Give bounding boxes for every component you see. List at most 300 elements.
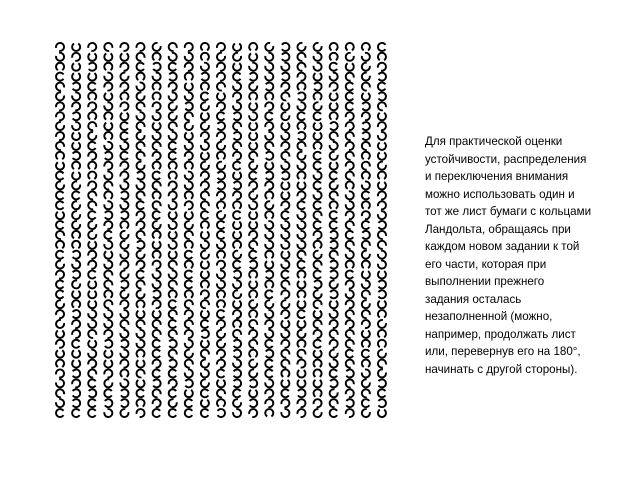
landolt-ring: [314, 191, 322, 199]
landolt-ring: [265, 379, 273, 387]
landolt-ring: [362, 122, 369, 130]
landolt-ring: [362, 102, 369, 110]
landolt-ring: [217, 290, 225, 297]
landolt-ring: [297, 162, 305, 170]
landolt-ring: [185, 320, 193, 328]
landolt-ring: [233, 251, 241, 259]
landolt-ring: [379, 280, 386, 288]
landolt-ring: [346, 399, 353, 407]
landolt-ring: [297, 380, 305, 387]
landolt-ring: [265, 162, 273, 169]
landolt-ring: [153, 53, 161, 60]
landolt-ring: [169, 152, 176, 160]
landolt-ring: [233, 320, 241, 327]
landolt-ring: [56, 221, 63, 229]
landolt-ring: [330, 350, 338, 358]
landolt-ring: [234, 379, 241, 387]
landolt-ring: [153, 102, 161, 110]
landolt-ring: [281, 123, 289, 130]
landolt-ring: [265, 310, 273, 318]
landolt-ring: [314, 123, 322, 130]
landolt-ring: [169, 261, 177, 269]
landolt-ring: [153, 92, 161, 99]
landolt-ring: [88, 201, 96, 209]
landolt-ring: [153, 330, 161, 338]
landolt-ring: [137, 92, 145, 100]
landolt-ring: [297, 221, 305, 229]
landolt-ring: [88, 320, 96, 328]
landolt-ring: [56, 331, 64, 338]
landolt-ring: [281, 162, 289, 170]
landolt-ring: [72, 291, 80, 298]
landolt-ring: [233, 301, 241, 308]
landolt-ring: [185, 201, 193, 209]
landolt-ring: [137, 389, 144, 397]
landolt-ring: [217, 211, 225, 219]
landolt-ring: [104, 123, 112, 130]
landolt-ring: [378, 360, 386, 368]
landolt-ring: [233, 83, 241, 91]
landolt-ring: [169, 212, 177, 219]
landolt-ring: [314, 152, 321, 160]
landolt-ring: [72, 44, 80, 51]
landolt-ring: [282, 53, 289, 61]
landolt-ring: [105, 152, 112, 160]
landolt-ring: [201, 63, 209, 71]
landolt-ring: [72, 172, 80, 179]
landolt-ring: [72, 133, 80, 140]
landolt-ring: [378, 231, 386, 239]
landolt-ring: [346, 162, 354, 170]
landolt-ring: [362, 181, 370, 189]
landolt-ring: [362, 83, 370, 91]
landolt-ring: [346, 261, 354, 268]
landolt-ring: [56, 102, 64, 110]
landolt-ring: [137, 53, 145, 61]
landolt-ring: [314, 221, 321, 229]
landolt-ring: [233, 232, 241, 239]
landolt-ring: [137, 300, 145, 307]
landolt-ring: [201, 221, 209, 228]
landolt-ring: [281, 103, 289, 110]
landolt-ring: [72, 360, 80, 367]
landolt-ring: [169, 92, 177, 100]
landolt-ring: [153, 63, 160, 71]
landolt-ring: [56, 142, 64, 150]
landolt-ring: [362, 142, 370, 150]
landolt-ring: [201, 152, 209, 159]
landolt-ring: [56, 152, 64, 159]
landolt-ring: [297, 112, 304, 120]
landolt-ring: [249, 112, 257, 120]
landolt-ring: [346, 379, 354, 387]
landolt-ring: [185, 43, 193, 51]
landolt-ring: [169, 271, 177, 279]
landolt-ring: [153, 112, 161, 120]
landolt-ring: [281, 83, 289, 91]
landolt-ring: [378, 320, 386, 328]
landolt-ring: [169, 399, 177, 407]
landolt-ring: [249, 350, 257, 357]
landolt-ring: [72, 261, 80, 269]
landolt-ring: [56, 290, 63, 298]
landolt-ring: [250, 261, 257, 269]
landolt-ring: [185, 191, 193, 198]
landolt-ring: [265, 191, 273, 198]
landolt-ring: [169, 221, 177, 229]
landolt-ring: [153, 162, 161, 169]
landolt-ring: [137, 201, 144, 209]
landolt-ring: [265, 53, 273, 61]
landolt-ring: [346, 231, 353, 239]
landolt-ring: [250, 379, 257, 387]
landolt-ring: [249, 43, 257, 50]
landolt-ring: [121, 389, 128, 397]
landolt-ring: [137, 152, 145, 160]
landolt-ring: [249, 133, 257, 140]
landolt-ring: [265, 399, 273, 407]
landolt-rings-grid: [52, 42, 390, 418]
landolt-ring: [72, 350, 80, 357]
landolt-ring: [314, 389, 322, 396]
landolt-ring: [137, 181, 145, 189]
landolt-ring: [137, 330, 145, 338]
landolt-ring: [185, 221, 193, 229]
landolt-ring: [56, 181, 64, 189]
landolt-ring: [201, 181, 209, 189]
landolt-ring: [297, 360, 305, 368]
landolt-ring: [362, 331, 370, 338]
landolt-ring: [362, 201, 370, 208]
landolt-ring: [330, 290, 337, 298]
landolt-ring: [153, 142, 161, 150]
landolt-ring: [120, 132, 127, 140]
landolt-ring: [233, 142, 241, 150]
landolt-ring: [120, 300, 128, 308]
landolt-ring: [104, 43, 112, 51]
landolt-ring: [314, 201, 321, 209]
landolt-ring: [265, 409, 273, 416]
landolt-ring: [297, 191, 305, 199]
landolt-ring: [153, 389, 161, 397]
landolt-ring: [266, 83, 273, 91]
landolt-ring: [185, 181, 193, 189]
landolt-ring: [297, 152, 305, 160]
landolt-ring: [378, 122, 386, 130]
landolt-ring: [233, 162, 240, 170]
landolt-ring: [185, 340, 193, 348]
landolt-ring: [314, 330, 322, 338]
landolt-ring: [346, 340, 354, 348]
landolt-ring: [72, 231, 80, 238]
landolt-ring: [379, 399, 386, 407]
landolt-ring: [88, 251, 96, 259]
landolt-ring: [185, 290, 193, 297]
landolt-ring: [314, 142, 322, 149]
landolt-ring: [120, 53, 128, 60]
landolt-ring: [249, 181, 257, 189]
landolt-ring: [73, 112, 80, 120]
landolt-ring: [185, 73, 193, 80]
landolt-ring: [169, 300, 176, 308]
landolt-ring: [217, 261, 225, 269]
landolt-ring: [169, 102, 177, 110]
landolt-ring: [201, 232, 209, 239]
landolt-ring: [120, 369, 128, 376]
landolt-ring: [217, 251, 225, 258]
landolt-ring: [104, 379, 112, 387]
landolt-ring: [120, 43, 128, 51]
landolt-ring: [104, 172, 112, 180]
landolt-ring: [362, 73, 370, 81]
landolt-ring: [378, 172, 386, 179]
landolt-ring: [185, 379, 192, 387]
landolt-ring: [297, 399, 305, 407]
landolt-ring: [233, 261, 240, 269]
landolt-ring: [88, 241, 96, 248]
landolt-ring: [217, 399, 225, 406]
landolt-ring: [362, 290, 370, 298]
landolt-ring: [297, 261, 304, 269]
landolt-ring: [56, 389, 64, 397]
landolt-ring: [314, 251, 322, 259]
landolt-ring: [88, 369, 96, 377]
landolt-ring: [362, 63, 370, 71]
landolt-ring: [72, 162, 80, 169]
landolt-ring: [120, 350, 128, 358]
landolt-ring: [362, 132, 369, 140]
landolt-ring: [88, 102, 96, 110]
landolt-ring: [330, 172, 337, 180]
landolt-ring: [169, 280, 177, 288]
landolt-ring: [137, 172, 144, 180]
landolt-ring: [217, 231, 224, 239]
landolt-ring: [88, 409, 95, 417]
landolt-ring: [169, 162, 177, 169]
landolt-ring: [233, 360, 241, 368]
landolt-ring: [72, 320, 80, 328]
landolt-ring: [297, 231, 305, 239]
landolt-ring: [153, 409, 160, 417]
landolt-ring: [104, 73, 112, 81]
landolt-ring: [330, 142, 338, 150]
landolt-ring: [233, 92, 241, 100]
landolt-ring: [233, 389, 240, 397]
landolt-ring: [120, 83, 128, 91]
landolt-ring: [378, 63, 386, 71]
landolt-ring: [104, 241, 112, 249]
landolt-ring: [330, 152, 338, 160]
landolt-ring: [250, 399, 257, 407]
landolt-ring: [265, 43, 273, 51]
landolt-ring: [265, 73, 273, 81]
landolt-ring: [217, 142, 225, 150]
landolt-ring: [88, 172, 96, 179]
landolt-ring: [169, 142, 176, 150]
landolt-ring: [153, 73, 161, 81]
landolt-ring: [233, 102, 241, 110]
landolt-ring: [265, 211, 273, 218]
landolt-ring: [104, 271, 112, 279]
landolt-ring: [72, 330, 80, 338]
landolt-ring: [249, 212, 257, 219]
landolt-ring: [330, 83, 338, 91]
landolt-ring: [56, 73, 63, 81]
landolt-ring: [120, 142, 128, 150]
landolt-ring: [362, 379, 370, 387]
landolt-ring: [185, 390, 193, 397]
landolt-ring: [104, 63, 112, 70]
landolt-ring: [169, 73, 176, 81]
landolt-ring: [281, 63, 289, 71]
landolt-ring: [362, 389, 370, 397]
landolt-ring: [266, 172, 273, 180]
landolt-ring: [120, 102, 128, 110]
landolt-ring: [169, 53, 177, 61]
landolt-ring: [314, 261, 322, 269]
landolt-ring: [120, 152, 127, 160]
landolt-ring: [281, 192, 289, 199]
landolt-ring: [233, 330, 241, 338]
landolt-ring: [169, 290, 177, 297]
landolt-ring: [185, 360, 193, 368]
landolt-ring: [56, 261, 64, 269]
landolt-ring: [249, 231, 257, 239]
landolt-ring: [346, 330, 354, 338]
landolt-ring: [281, 300, 289, 308]
landolt-ring: [169, 112, 177, 120]
landolt-ring: [104, 369, 112, 377]
landolt-ring: [346, 92, 353, 100]
landolt-ring: [249, 222, 257, 229]
landolt-ring: [346, 320, 354, 328]
landolt-ring: [297, 330, 305, 338]
landolt-ring: [297, 241, 305, 249]
landolt-ring: [298, 389, 305, 397]
landolt-ring: [88, 73, 96, 80]
landolt-ring: [249, 123, 257, 130]
landolt-ring: [378, 152, 386, 159]
landolt-ring: [185, 212, 193, 219]
landolt-ring: [378, 340, 386, 347]
landolt-ring: [121, 340, 128, 348]
landolt-ring: [378, 301, 386, 308]
landolt-ring: [265, 132, 273, 140]
landolt-ring: [330, 251, 338, 259]
landolt-ring: [330, 399, 338, 407]
landolt-ring: [297, 102, 305, 110]
landolt-ring: [88, 291, 96, 298]
landolt-ring: [153, 172, 160, 180]
landolt-ring: [88, 379, 95, 387]
landolt-ring: [201, 350, 209, 358]
landolt-ring: [281, 399, 289, 407]
landolt-ring: [153, 152, 161, 160]
landolt-ring: [185, 261, 193, 268]
landolt-ring: [297, 122, 305, 129]
landolt-ring: [330, 280, 338, 288]
landolt-ring: [298, 132, 305, 140]
landolt-ring: [201, 340, 209, 347]
landolt-ring: [72, 92, 80, 100]
landolt-ring: [169, 43, 177, 51]
landolt-ring: [330, 112, 338, 119]
landolt-ring: [233, 280, 241, 288]
landolt-ring: [281, 182, 289, 189]
landolt-ring: [121, 399, 128, 407]
landolt-ring: [153, 340, 160, 348]
landolt-ring: [56, 409, 63, 417]
landolt-ring: [153, 201, 161, 209]
landolt-ring: [88, 132, 96, 140]
landolt-ring: [56, 122, 64, 130]
landolt-ring: [281, 360, 289, 368]
landolt-ring: [249, 271, 257, 278]
landolt-ring: [282, 172, 289, 180]
landolt-ring: [217, 152, 225, 159]
landolt-ring: [217, 369, 224, 377]
landolt-ring: [314, 112, 321, 120]
landolt-ring: [153, 181, 161, 189]
landolt-ring: [185, 271, 192, 279]
landolt-ring: [346, 191, 354, 199]
landolt-ring: [346, 142, 354, 150]
landolt-ring: [249, 290, 257, 297]
landolt-ring: [104, 409, 112, 417]
landolt-ring: [88, 271, 95, 279]
landolt-ring: [56, 340, 64, 348]
landolt-ring: [346, 280, 354, 288]
landolt-ring: [314, 83, 321, 91]
landolt-ring: [201, 92, 208, 100]
landolt-ring: [379, 73, 386, 81]
landolt-ring: [56, 63, 64, 70]
landolt-ring: [249, 369, 257, 377]
landolt-ring: [153, 399, 161, 407]
landolt-ring: [265, 290, 272, 298]
landolt-ring: [346, 152, 354, 160]
landolt-ring: [169, 241, 177, 249]
landolt-ring: [56, 162, 64, 169]
landolt-ring: [249, 92, 257, 99]
landolt-ring: [249, 330, 257, 338]
landolt-ring: [233, 201, 241, 208]
landolt-ring: [346, 360, 354, 368]
landolt-ring: [73, 83, 80, 91]
landolt-ring: [233, 290, 241, 298]
landolt-ring: [137, 63, 144, 71]
landolt-ring: [330, 360, 338, 368]
landolt-ring: [72, 102, 80, 110]
landolt-ring: [104, 53, 112, 60]
landolt-ring: [104, 290, 112, 297]
landolt-ring: [314, 231, 322, 239]
landolt-ring: [362, 221, 369, 229]
landolt-ring: [346, 172, 354, 180]
landolt-ring: [88, 310, 96, 318]
landolt-ring: [233, 172, 241, 179]
landolt-ring: [330, 73, 338, 81]
landolt-ring: [378, 271, 386, 278]
landolt-ring: [314, 350, 322, 357]
landolt-ring: [217, 350, 225, 358]
landolt-ring: [330, 132, 338, 140]
landolt-ring: [169, 389, 176, 397]
landolt-ring: [362, 261, 370, 268]
landolt-ring: [265, 122, 273, 130]
landolt-ring: [120, 409, 128, 417]
landolt-ring: [169, 379, 177, 387]
